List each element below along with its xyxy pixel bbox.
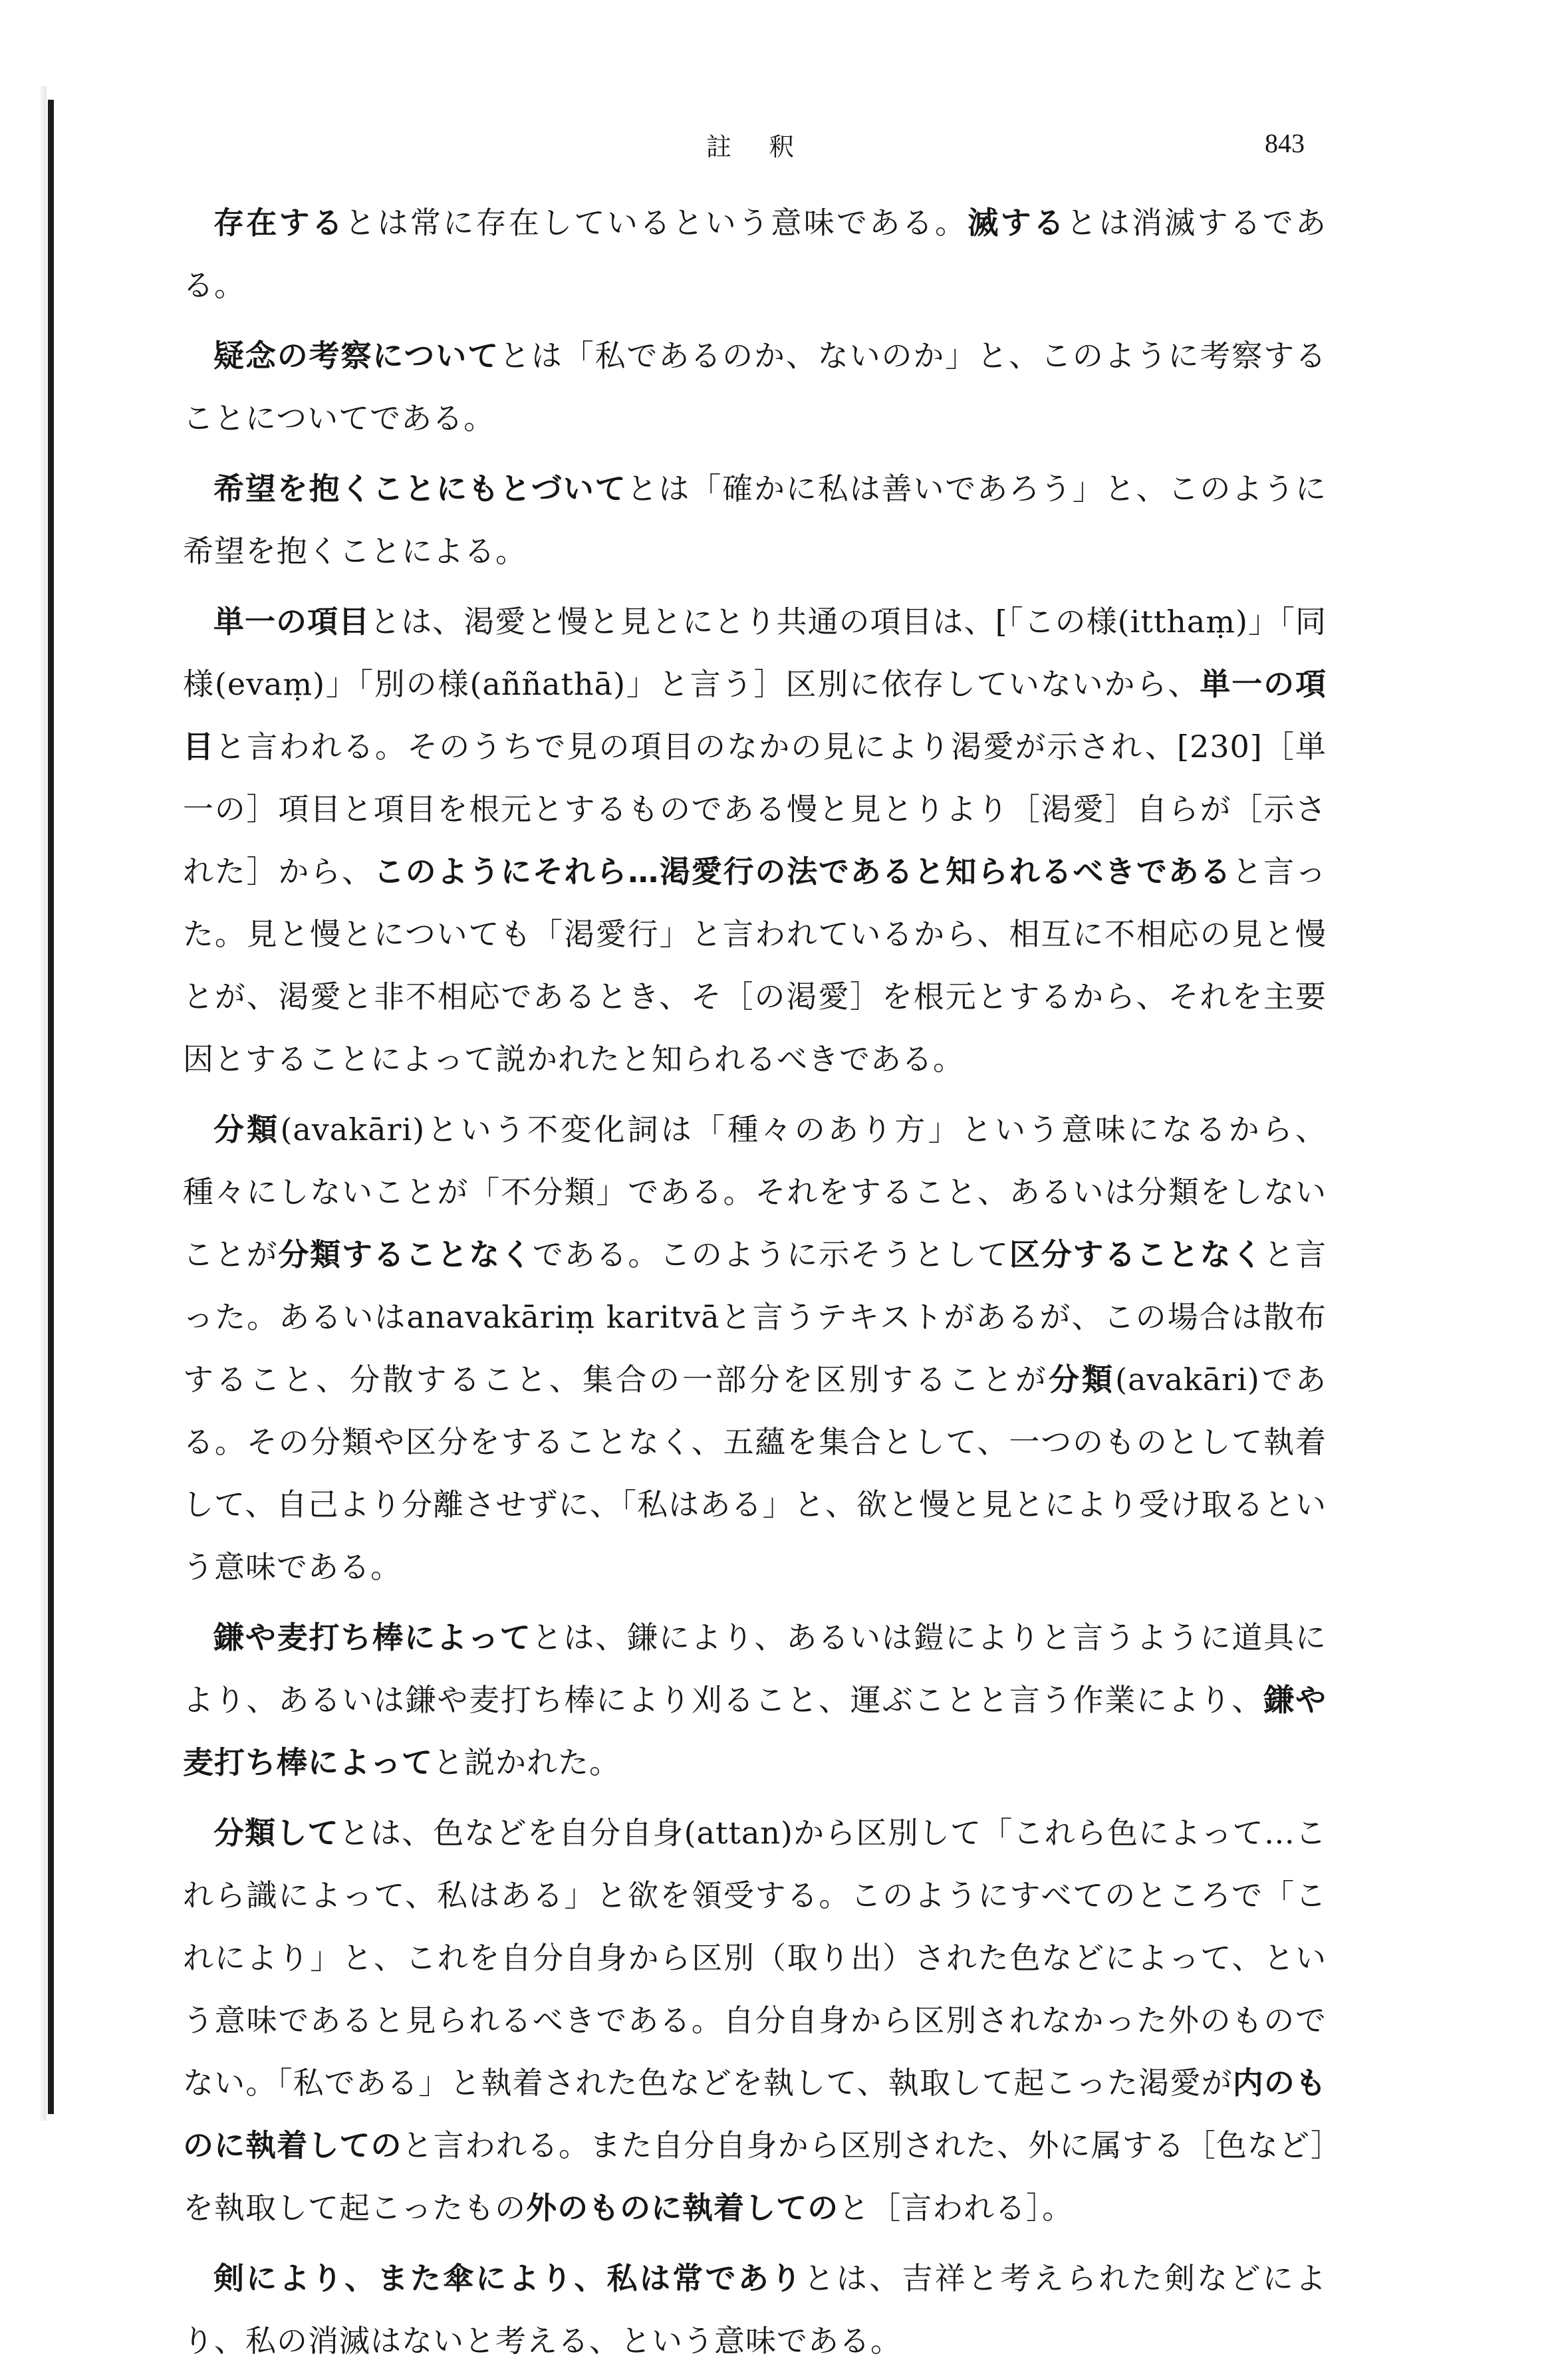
paragraph: [183, 1098, 1327, 1598]
paragraph: [183, 191, 1327, 316]
headword: 鎌や麦打ち棒によって: [183, 1682, 1327, 1780]
body-text: (avakāri)である。その分類や区分をすることなく、五蘊を集合として、一つのものとして執着して、自己より分離させずに、「私はある」と、欲と慢と見とにより受け取るという意味である。: [183, 1362, 1327, 1585]
headword: 滅する: [968, 205, 1067, 241]
page-binding-edge: [48, 100, 54, 2114]
paragraph: [183, 2247, 1327, 2372]
headword: 単一の項目: [213, 604, 370, 640]
page-binding-shadow: [40, 86, 47, 2121]
headword: 剣により、また傘により、私は常であり: [213, 2260, 804, 2296]
body-text: とは、色などを自分自身(attan)から区別して「これら色によって…これら識によって、私はある」と欲を領受する。このようにすべてのところで「これにより」と、これを自分自身から区別（取り出）された色などによって、という意味であると見られるべきである。自分自身から区別されなかった外のものでない。「私である」と執着された色などを執して、執取して起こった渇愛が: [183, 1815, 1327, 2101]
body-text: と言われる。また自分自身から区別された、外に属する［色など］を執取して起こったもの: [183, 2127, 1327, 2226]
headword: 疑念の考察について: [213, 338, 499, 374]
headword: このようにそれら…渇愛行の法であると知られるべきである: [373, 854, 1232, 890]
headword: 鎌や麦打ち棒によって: [213, 1619, 532, 1655]
body-text: (avakāri)という不変化詞は「種々のあり方」という意味になるから、種々にしないことが「不分類」である。それをすること、あるいは分類をしないことが: [183, 1112, 1327, 1272]
headword: 希望を抱くことにもとづいて: [213, 471, 627, 507]
body-text: と［言われる］。: [839, 2190, 1074, 2226]
paragraph: [183, 457, 1327, 582]
body-text: とは「確かに私は善いであろう」と、このように希望を抱くことによる。: [183, 471, 1327, 569]
body-text: とは「私であるのか、ないのか」と、このように考察することについてである。: [183, 338, 1327, 436]
headword: 存在する: [213, 205, 345, 241]
headword: 単一の項目: [183, 666, 1327, 765]
headword: 外のものに執着しての: [526, 2190, 839, 2226]
headword: 分類することなく: [278, 1237, 533, 1272]
headword: 分類して: [213, 1815, 339, 1851]
running-head: 註 釈: [706, 132, 809, 162]
headword: 内のものに執着しての: [183, 2065, 1327, 2163]
headword: 分類: [1048, 1362, 1116, 1397]
paragraph: [183, 1802, 1327, 2239]
body-text: と説かれた。: [433, 1744, 620, 1780]
headword: 分類: [213, 1112, 281, 1147]
paragraph: [183, 590, 1327, 1090]
text-body: [183, 191, 1327, 2380]
paragraph: [183, 1606, 1327, 1794]
body-text: と言った。見と慢とについても「渇愛行」と言われているから、相互に不相応の見と慢とが、渇愛と非不相応であるとき、そ［の渇愛］を根元とするから、それを主要因とすることによって説かれたと知られるべきである。: [183, 854, 1327, 1077]
body-text: と言った。あるいはanavakāriṃ karitvāと言うテキストがあるが、この場合は散布すること、分散すること、集合の一部分を区別することが: [183, 1237, 1327, 1397]
body-text: である。このように示そうとして: [532, 1237, 1009, 1272]
paragraph: [183, 324, 1327, 449]
body-text: とは消滅するである。: [183, 205, 1327, 303]
body-text: とは、鎌により、あるいは鎧によりと言うように道具により、あるいは鎌や麦打ち棒により刈ること、運ぶことと言う作業により、: [183, 1619, 1327, 1718]
body-text: とは常に存在しているという意味である。: [344, 205, 968, 241]
page-number: 843: [1265, 128, 1305, 158]
body-text: とは、吉祥と考えられた剣などにより、私の消滅はないと考える、という意味である。: [183, 2260, 1327, 2359]
body-text: と言われる。そのうちで見の項目のなかの見により渇愛が示され、[230]［単一の］項目と項目を根元とするものである慢と見とりより［渇愛］自らが［示された］から、: [183, 729, 1327, 890]
headword: 区分することなく: [1009, 1237, 1264, 1272]
body-text: とは、渇愛と慢と見とにとり共通の項目は、[「この様(itthaṃ)」「同様(evaṃ)」「別の様(aññathā)」と言う］区別に依存していないから、: [183, 604, 1327, 702]
